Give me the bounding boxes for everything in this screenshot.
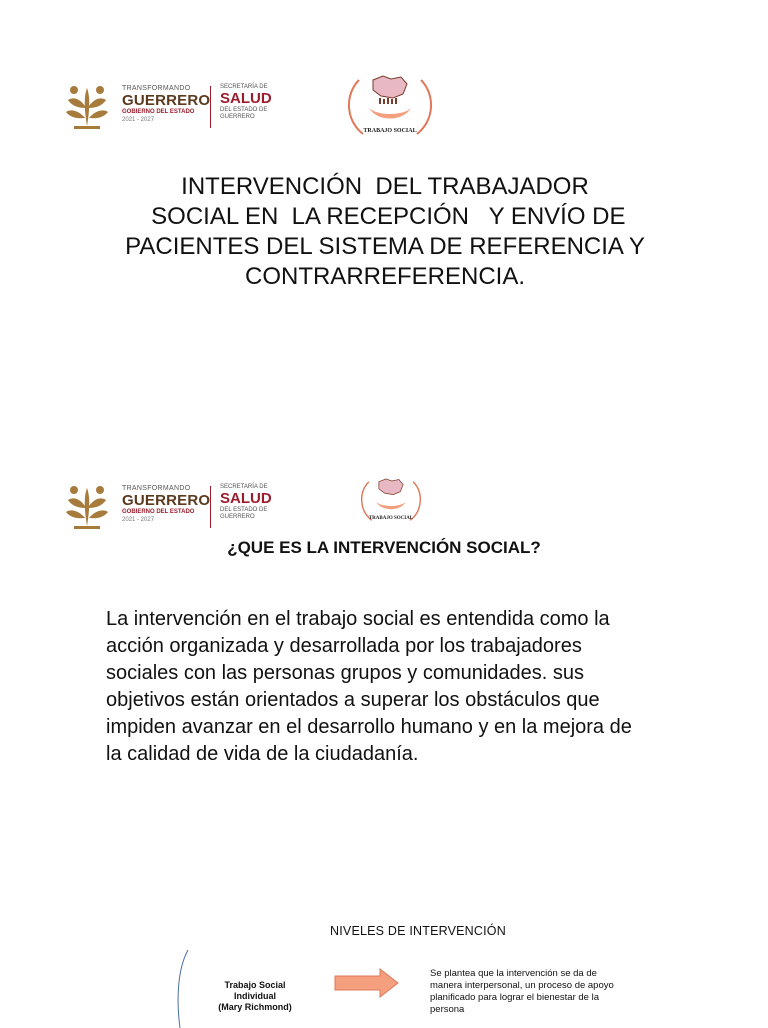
definition-paragraph (106, 606, 706, 768)
levels-heading: NIVELES DE INTERVENCIÓN (330, 924, 506, 938)
level-description (430, 968, 660, 1016)
trabajo-social-logo-icon (345, 72, 435, 142)
paragraph-line: La intervención en el trabajo social es entendida como la (106, 608, 610, 630)
salud-text (220, 84, 290, 121)
section-question: ¿QUE ES LA INTERVENCIÓN SOCIAL? (227, 538, 541, 557)
logo-divider (210, 86, 211, 128)
paragraph-line: acción organizada y desarrollada por los trabajadores (106, 635, 582, 657)
title-line: CONTRARREFERENCIA. (244, 263, 526, 290)
title-line: INTERVENCIÓN DEL TRABAJADOR (181, 173, 589, 200)
logo-divider (210, 486, 211, 528)
salud-small-top: SECRETARÍA DE (220, 84, 268, 90)
level-label-line: Individual (233, 991, 276, 1001)
salud-small-bottom-1: DEL ESTADO DE (220, 107, 268, 113)
right-arrow-icon (334, 968, 400, 998)
salud-text (220, 484, 290, 521)
title-line: SOCIAL EN LA RECEPCIÓN Y ENVÍO DE (144, 203, 626, 230)
paragraph-line: objetivos están orientados a superar los obstáculos que (106, 689, 600, 711)
paragraph-line: la calidad de vida de la ciudadanía. (106, 743, 419, 765)
paragraph-line: sociales con las personas grupos y comunidades. sus (106, 662, 585, 684)
salud-small-bottom-2: GUERRERO (220, 114, 255, 120)
gov-red: GOBIERNO DEL ESTADO (122, 109, 195, 115)
ts-logo-label: TRABAJO SOCIAL (368, 515, 414, 521)
description-line: planificado para lograr el bienestar de la (430, 992, 599, 1003)
gov-big: GUERRERO (122, 492, 211, 509)
gov-years: 2021 - 2027 (122, 517, 155, 523)
title-line: PACIENTES DEL SISTEMA DE REFERENCIA Y (125, 233, 645, 260)
salud-small-bottom-2: GUERRERO (220, 514, 255, 520)
salud-small-top: SECRETARÍA DE (220, 484, 268, 490)
gov-big: GUERRERO (122, 92, 211, 109)
logo-row (0, 78, 768, 158)
guerrero-emblem-icon (60, 478, 114, 532)
description-line: manera interpersonal, un proceso de apoyo (430, 980, 614, 991)
gov-small: TRANSFORMANDO (122, 85, 191, 92)
gov-red: GOBIERNO DEL ESTADO (122, 509, 195, 515)
slide-title-text (80, 172, 690, 292)
slide-title (0, 0, 768, 440)
guerrero-emblem-icon (60, 78, 114, 132)
paragraph-line: impiden avanzar en el desarrollo humano y en la mejora de (106, 716, 632, 738)
description-line: persona (430, 1004, 465, 1015)
salud-big: SALUD (220, 90, 272, 107)
description-line: Se plantea que la intervención se da de (430, 968, 597, 979)
level-label-line: (Mary Richmond) (218, 1002, 292, 1012)
salud-big: SALUD (220, 490, 272, 507)
gov-years: 2021 - 2027 (122, 117, 155, 123)
left-bracket-icon (172, 948, 192, 1028)
gov-text (122, 484, 212, 524)
slide-definition (0, 440, 768, 890)
gov-text (122, 84, 212, 124)
level-label-line: Trabajo Social (224, 980, 286, 990)
level-label (205, 980, 305, 1013)
trabajo-social-logo-icon (346, 476, 436, 526)
ts-logo-label: TRABAJO SOCIAL (363, 128, 417, 134)
salud-small-bottom-1: DEL ESTADO DE (220, 507, 268, 513)
gov-small: TRANSFORMANDO (122, 485, 191, 492)
slide-levels (0, 890, 768, 1024)
